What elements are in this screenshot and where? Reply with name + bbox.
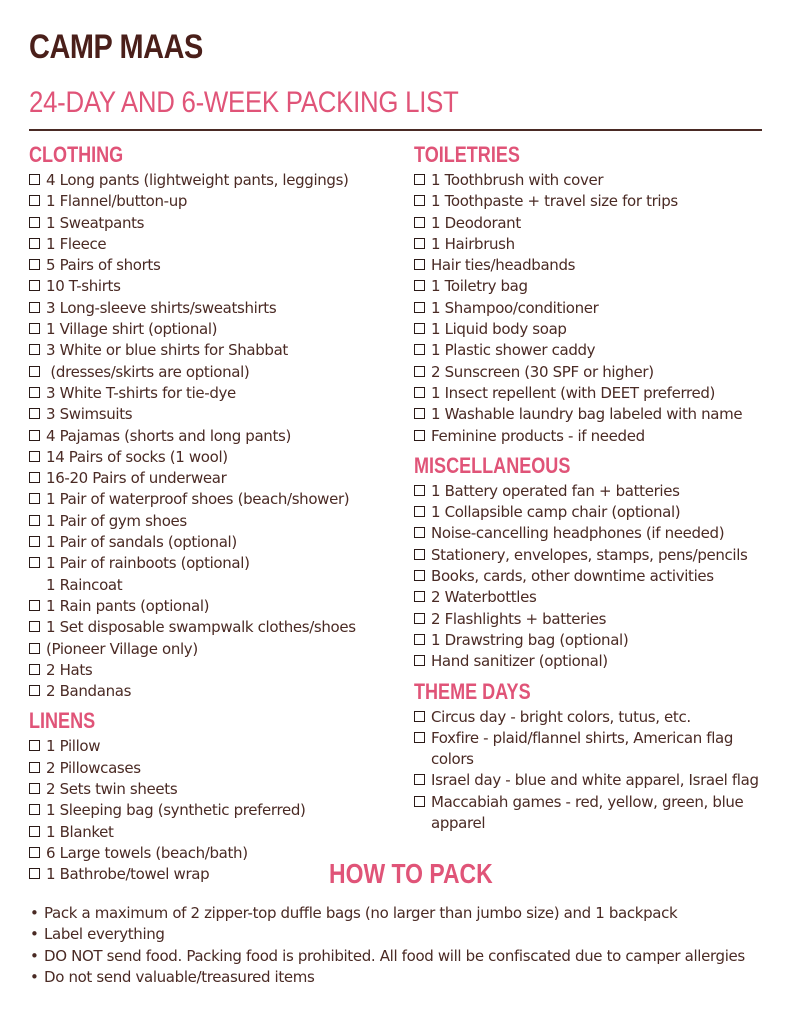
clothing-item: 2 Bandanas	[29, 681, 399, 702]
checkbox-icon[interactable]	[29, 408, 40, 419]
linens-item: 2 Pillowcases	[29, 758, 399, 779]
checkbox-icon[interactable]	[29, 515, 40, 526]
checkbox-icon[interactable]	[29, 685, 40, 696]
checkbox-icon[interactable]	[29, 783, 40, 794]
checkbox-icon[interactable]	[29, 621, 40, 632]
miscellaneous-item: 1 Collapsible camp chair (optional)	[414, 502, 784, 523]
checkbox-icon[interactable]	[29, 557, 40, 568]
toiletries-item: 1 Insect repellent (with DEET preferred)	[414, 383, 784, 404]
clothing-item: 1 Village shirt (optional)	[29, 319, 399, 340]
left-column	[29, 142, 399, 886]
checkbox-icon[interactable]	[414, 732, 425, 743]
checkbox-icon[interactable]	[414, 344, 425, 355]
bullet-icon: •	[30, 946, 39, 965]
checkbox-icon[interactable]	[29, 451, 40, 462]
checkbox-icon[interactable]	[29, 217, 40, 228]
checkbox-icon[interactable]	[414, 634, 425, 645]
clothing-item: 1 Sweatpants	[29, 213, 399, 234]
list-item: • Label everything	[26, 924, 766, 945]
clothing-item: 1 Set disposable swampwalk clothes/shoes	[29, 617, 399, 638]
theme-days-list	[414, 707, 784, 835]
how-to-pack-heading: HOW TO PACK	[329, 858, 493, 889]
checkbox-icon[interactable]	[29, 600, 40, 611]
miscellaneous-heading: MISCELLANEOUS	[414, 452, 571, 478]
clothing-item: 3 Long-sleeve shirts/sweatshirts	[29, 298, 399, 319]
clothing-item: 1 Rain pants (optional)	[29, 596, 399, 617]
checkbox-icon[interactable]	[414, 238, 425, 249]
toiletries-item: 1 Shampoo/conditioner	[414, 298, 784, 319]
checkbox-icon[interactable]	[414, 280, 425, 291]
checkbox-icon[interactable]	[414, 387, 425, 398]
checkbox-icon[interactable]	[29, 323, 40, 334]
checkbox-icon[interactable]	[29, 302, 40, 313]
checkbox-icon[interactable]	[414, 796, 425, 807]
linens-heading: LINENS	[29, 708, 96, 734]
checkbox-icon[interactable]	[414, 527, 425, 538]
checkbox-icon[interactable]	[29, 387, 40, 398]
bullet-icon: •	[30, 904, 39, 922]
theme-days-item: Circus day - bright colors, tutus, etc.	[414, 707, 784, 728]
clothing-item: 1 Pair of gym shoes	[29, 511, 399, 532]
checkbox-icon[interactable]	[29, 238, 40, 249]
page-title: CAMP MAAS	[29, 28, 203, 66]
clothing-item: 1 Pair of sandals (optional)	[29, 532, 399, 553]
clothing-item: 1 Raincoat	[46, 575, 123, 594]
list-item: • Do not send valuable/treasured items	[26, 967, 766, 988]
bullet-icon: •	[30, 967, 39, 986]
checkbox-icon[interactable]	[29, 740, 40, 751]
checkbox-icon[interactable]	[414, 655, 425, 666]
toiletries-list	[414, 170, 784, 447]
toiletries-item: 1 Toothpaste + travel size for trips	[414, 191, 784, 212]
toiletries-item: 1 Deodorant	[414, 213, 784, 234]
checkbox-icon[interactable]	[414, 549, 425, 560]
checkbox-icon[interactable]	[414, 408, 425, 419]
linens-item: 6 Large towels (beach/bath)	[29, 843, 399, 864]
toiletries-heading: TOILETRIES	[414, 142, 520, 167]
clothing-item: 4 Long pants (lightweight pants, leggings)	[29, 170, 399, 191]
checkbox-icon[interactable]	[414, 323, 425, 334]
clothing-heading: CLOTHING	[29, 142, 124, 167]
checkbox-icon[interactable]	[29, 536, 40, 547]
theme-days-item: Israel day - blue and white apparel, Israel flag	[414, 770, 784, 791]
checkbox-icon[interactable]	[414, 570, 425, 581]
miscellaneous-item: 2 Waterbottles	[414, 587, 784, 608]
clothing-item: 1 Pair of waterproof shoes (beach/shower)	[29, 489, 399, 510]
header-divider	[29, 129, 762, 131]
miscellaneous-item: Hand sanitizer (optional)	[414, 651, 784, 672]
toiletries-item: Feminine products - if needed	[414, 426, 784, 447]
toiletries-item: 2 Sunscreen (30 SPF or higher)	[414, 362, 784, 383]
toiletries-item: 1 Toiletry bag	[414, 276, 784, 297]
clothing-item: 4 Pajamas (shorts and long pants)	[29, 426, 399, 447]
linens-item: 1 Sleeping bag (synthetic preferred)	[29, 800, 399, 821]
clothing-item: 3 White or blue shirts for Shabbat	[29, 340, 399, 361]
miscellaneous-item: 2 Flashlights + batteries	[414, 609, 784, 630]
miscellaneous-list	[414, 481, 784, 673]
clothing-item: 16-20 Pairs of underwear	[29, 468, 399, 489]
checkbox-icon[interactable]	[414, 302, 425, 313]
checkbox-icon[interactable]	[414, 506, 425, 517]
linens-item: 1 Pillow	[29, 736, 399, 757]
checkbox-icon[interactable]	[29, 643, 40, 654]
toiletries-item: 1 Washable laundry bag labeled with name	[414, 404, 784, 425]
checkbox-icon[interactable]	[414, 366, 425, 377]
checkbox-icon[interactable]	[29, 472, 40, 483]
clothing-item: 1 Flannel/button-up	[29, 191, 399, 212]
checkbox-icon[interactable]	[29, 344, 40, 355]
checkbox-icon[interactable]	[29, 804, 40, 815]
miscellaneous-item: 1 Drawstring bag (optional)	[414, 630, 784, 651]
clothing-item: 1 Pair of rainboots (optional)	[29, 553, 399, 574]
clothing-list	[29, 170, 399, 702]
clothing-item: 5 Pairs of shorts	[29, 255, 399, 276]
checkbox-icon[interactable]	[29, 762, 40, 773]
checkbox-icon[interactable]	[414, 711, 425, 722]
page-subtitle: 24-DAY AND 6-WEEK PACKING LIST	[29, 86, 459, 119]
clothing-item: 3 White T-shirts for tie-dye	[29, 383, 399, 404]
theme-days-item: Maccabiah games - red, yellow, green, blue apparel	[414, 792, 774, 835]
checkbox-icon[interactable]	[414, 195, 425, 206]
toiletries-item: 1 Toothbrush with cover	[414, 170, 784, 191]
miscellaneous-item: 1 Battery operated fan + batteries	[414, 481, 784, 502]
miscellaneous-item: Noise-cancelling headphones (if needed)	[414, 523, 784, 544]
checkbox-icon[interactable]	[29, 280, 40, 291]
toiletries-item: 1 Liquid body soap	[414, 319, 784, 340]
checkbox-icon[interactable]	[414, 485, 425, 496]
checkbox-icon[interactable]	[29, 847, 40, 858]
checkbox-icon[interactable]	[414, 613, 425, 624]
checkbox-icon[interactable]	[29, 430, 40, 441]
checkbox-icon[interactable]	[414, 174, 425, 185]
clothing-item: (dresses/skirts are optional)	[29, 362, 399, 383]
checkbox-icon[interactable]	[414, 430, 425, 441]
checkbox-icon[interactable]	[29, 664, 40, 675]
right-column	[414, 142, 784, 834]
clothing-item: (Pioneer Village only)	[29, 639, 399, 660]
list-item: • DO NOT send food. Packing food is prohibited. All food will be confiscated due to camper allergies	[26, 946, 766, 967]
toiletries-item: Hair ties/headbands	[414, 255, 784, 276]
toiletries-item: 1 Hairbrush	[414, 234, 784, 255]
list-item: • Pack a maximum of 2 zipper-top duffle bags (no larger than jumbo size) and 1 backpack	[26, 903, 766, 924]
checkbox-icon[interactable]	[414, 259, 425, 270]
checkbox-icon[interactable]	[29, 868, 40, 879]
checkbox-icon[interactable]	[29, 366, 40, 377]
bullet-icon: •	[30, 925, 39, 944]
miscellaneous-item: Books, cards, other downtime activities	[414, 566, 784, 587]
theme-days-heading: THEME DAYS	[414, 678, 531, 704]
checkbox-icon[interactable]	[29, 195, 40, 206]
clothing-item: 1 Fleece	[29, 234, 399, 255]
linens-item: 1 Bathrobe/towel wrap	[29, 864, 399, 885]
checkbox-icon[interactable]	[29, 493, 40, 504]
clothing-item: 14 Pairs of socks (1 wool)	[29, 447, 399, 468]
checkbox-icon[interactable]	[29, 826, 40, 837]
checkbox-icon[interactable]	[414, 774, 425, 785]
checkbox-icon[interactable]	[29, 174, 40, 185]
theme-days-item: Foxfire - plaid/flannel shirts, American flag colors	[414, 728, 774, 771]
toiletries-item: 1 Plastic shower caddy	[414, 340, 784, 361]
checkbox-icon[interactable]	[414, 217, 425, 228]
clothing-item: 2 Hats	[29, 660, 399, 681]
linens-item: 1 Blanket	[29, 822, 399, 843]
how-to-pack-list	[26, 903, 766, 988]
miscellaneous-item: Stationery, envelopes, stamps, pens/pencils	[414, 545, 784, 566]
linens-item: 2 Sets twin sheets	[29, 779, 399, 800]
checkbox-icon[interactable]	[29, 259, 40, 270]
clothing-item: 10 T-shirts	[29, 276, 399, 297]
clothing-item: 3 Swimsuits	[29, 404, 399, 425]
checkbox-icon[interactable]	[414, 591, 425, 602]
